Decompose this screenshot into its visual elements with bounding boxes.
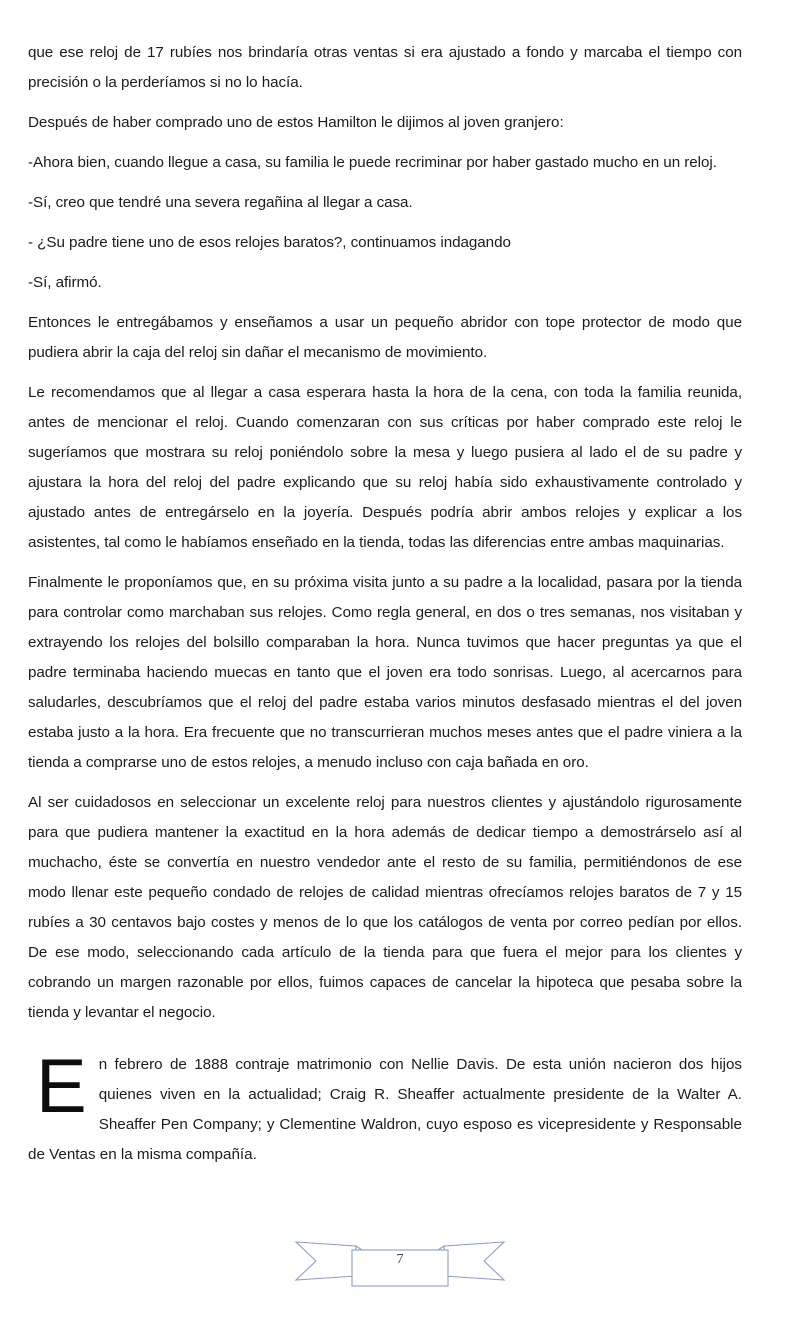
- page-number: 7: [396, 1252, 404, 1267]
- body-paragraph-5: - ¿Su padre tiene uno de esos relojes baratos?, continuamos indagando: [28, 234, 511, 251]
- page-number-ribbon: [290, 1230, 510, 1292]
- body-paragraph-10: Al ser cuidadosos en seleccionar un excelente reloj para nuestros clientes y ajustándolo rigurosamente para que pudiera mantener la exactitud en la hora además de dedicar tiempo a demostrárselo así al muchacho, éste se convertía en nuestro vendedor ante el resto de su familia, permitiéndonos de ese modo llenar este pequeño condado de relojes de calidad mientras ofrecíamos relojes baratos de 7 y 15 rubíes a 30 centavos bajo costes y menos de lo que los catálogos de venta por correo pedían por ellos. De ese modo, seleccionando cada artículo de la tienda para que fuera el mejor para los clientes y cobrando un margen razonable por ellos, fuimos capaces de cancelar la hipoteca que pesaba sobre la tienda y levantar el negocio.: [28, 794, 742, 1021]
- body-paragraph-8: Le recomendamos que al llegar a casa esperara hasta la hora de la cena, con toda la familia reunida, antes de mencionar el reloj. Cuando comenzaran con sus críticas por haber comprado este reloj le sugeríamos que mostrara su reloj poniéndolo sobre la mesa y luego pusiera al lado el de su padre y ajustara la hora del reloj del padre explicando que su reloj había sido exhaustivamente controlado y ajustado antes de entregárselo en la joyería. Después podría abrir ambos relojes y explicar a los asistentes, tal como le habíamos enseñado en la tienda, todas las diferencias entre ambas maquinarias.: [28, 384, 742, 551]
- body-paragraph-6: -Sí, afirmó.: [28, 274, 102, 291]
- dropcap-paragraph: [28, 1044, 742, 1170]
- dropcap-paragraph-text: n febrero de 1888 contraje matrimonio con Nellie Davis. De esta unión nacieron dos hijos quienes viven en la actualidad; Craig R. Sheaffer actualmente presidente de la Walter A. Sheaffer Pen Company; y Clementine Waldron, cuyo esposo es vicepresidente y Responsable de Ventas en la misma compañía.: [28, 1056, 742, 1163]
- body-paragraph-9: Finalmente le proponíamos que, en su próxima visita junto a su padre a la localidad, pasara por la tienda para controlar como marchaban sus relojes. Como regla general, en dos o tres semanas, nos visitaban y extrayendo los relojes del bolsillo comparaban la hora. Nunca tuvimos que hacer preguntas ya que el padre terminaba haciendo muecas en tanto que el joven era todo sonrisas. Luego, al acercarnos para saludarles, descubríamos que el reloj del padre estaba varios minutos desfasado mientras el del joven estaba justo a la hora. Era frecuente que no transcurrieran muchos meses antes que el padre viniera a la tienda a comprarse uno de estos relojes, a menudo incluso con caja bañada en oro.: [28, 574, 742, 771]
- drop-cap-letter: E: [36, 1044, 87, 1129]
- body-paragraph-2: Después de haber comprado uno de estos Hamilton le dijimos al joven granjero:: [28, 114, 564, 131]
- body-paragraph-1: que ese reloj de 17 rubíes nos brindaría otras ventas si era ajustado a fondo y marcaba el tiempo con precisión o la perderíamos si no lo hacía.: [28, 44, 742, 91]
- body-paragraph-4: -Sí, creo que tendré una severa regañina al llegar a casa.: [28, 194, 413, 211]
- body-paragraph-3: -Ahora bien, cuando llegue a casa, su familia le puede recriminar por haber gastado mucho en un reloj.: [28, 154, 717, 171]
- page-footer: [0, 1212, 800, 1304]
- ribbon-left-tail: [296, 1242, 356, 1280]
- page-content: [28, 38, 742, 1170]
- ribbon-right-tail: [444, 1242, 504, 1280]
- body-paragraph-7: Entonces le entregábamos y enseñamos a usar un pequeño abridor con tope protector de modo que pudiera abrir la caja del reloj sin dañar el mecanismo de movimiento.: [28, 314, 742, 361]
